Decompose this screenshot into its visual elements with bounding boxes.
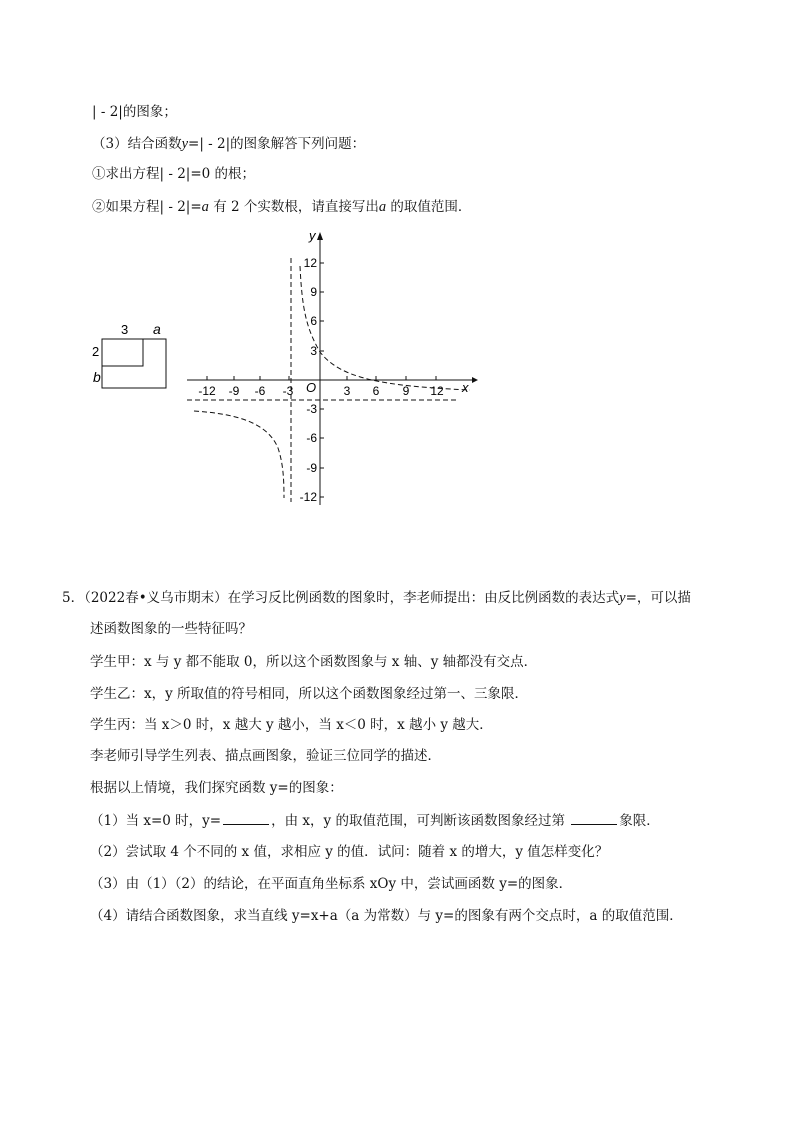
answer-blank-2[interactable] (571, 812, 617, 825)
function-graph (180, 228, 480, 508)
problem-5-source: （2022春•义乌市期末） (84, 590, 228, 606)
context-statement: 根据以上情境，我们探究函数 y=的图象： (90, 780, 343, 796)
problem-5-number: 5． (62, 590, 85, 606)
x-tick-neg12: -12 (198, 384, 216, 398)
student-bing-statement: 学生丙：当 x＞0 时，x 越大 y 越小，当 x＜0 时，x 越小 y 越大． (90, 717, 493, 733)
label-a: a (153, 321, 161, 337)
x-axis-label: x (462, 380, 469, 395)
x-tick-neg6: -6 (254, 384, 266, 398)
y-tick-neg3: -3 (306, 402, 317, 416)
student-jia-statement: 学生甲：x 与 y 都不能取 0，所以这个函数图象与 x 轴、y 轴都没有交点． (90, 654, 538, 670)
part-1-suffix: 象限． (619, 813, 660, 829)
curve-right-branch (300, 266, 470, 390)
teacher-statement: 李老师引导学生列表、描点画图象，验证三位同学的描述． (90, 748, 441, 764)
question-3-part-1: ①求出方程| - 2|=0 的根； (92, 166, 256, 182)
x-tick-9: 9 (402, 384, 410, 398)
y-axis-label: y (309, 228, 316, 243)
y-tick-12: 12 (303, 256, 317, 270)
q3p2-suffix: 的取值范围． (386, 199, 472, 215)
x-tick-12: 12 (430, 384, 444, 398)
y-tick-neg9: -9 (306, 461, 317, 475)
problem-5-var-y: y (619, 590, 626, 606)
x-axis-arrow (472, 377, 478, 383)
x-tick-3: 3 (343, 384, 351, 398)
q3p2-var-a: a (201, 199, 209, 215)
label-2: 2 (92, 344, 100, 359)
part-2-question: （2）尝试取 4 个不同的 x 值，求相应 y 的值．试问：随着 x 的增大，y 值怎样变化？ (90, 844, 609, 860)
y-tick-neg12: -12 (299, 490, 317, 504)
x-tick-neg9: -9 (228, 384, 240, 398)
question-3-stem (92, 135, 365, 153)
problem-5-stem (62, 589, 691, 607)
x-tick-6: 6 (372, 384, 380, 398)
nested-rectangle-figure (88, 318, 178, 385)
part-1-mid: ，由 x，y 的取值范围，可判断该函数图象经过第 (271, 813, 570, 829)
label-3: 3 (121, 322, 129, 337)
question-3-part-2 (92, 198, 471, 216)
text-line-graph-ref: | - 2|的图象； (92, 104, 177, 120)
part-1-prefix: （1）当 x=0 时，y= (90, 813, 222, 829)
q3p2-mid: 有 2 个实数根，请直接写出 (208, 199, 379, 215)
origin-label: O (306, 380, 317, 395)
problem-5-question-suffix: =，可以描 (625, 590, 691, 606)
q3-suffix: =| - 2|的图象解答下列问题： (188, 136, 366, 152)
x-tick-marks (207, 376, 436, 380)
part-1-question (90, 812, 660, 830)
curve-left-branch (194, 411, 284, 498)
problem-5-question-prefix: 在学习反比例函数的图象时，李老师提出：由反比例函数的表达式 (227, 590, 620, 606)
q3p2-var-a2: a (378, 199, 387, 215)
y-tick-neg6: -6 (306, 431, 317, 445)
q3-var-y: y (181, 136, 189, 152)
y-axis-arrow (317, 232, 323, 240)
q3p2-prefix: ②如果方程| - 2|= (92, 199, 202, 215)
x-tick-neg3: -3 (282, 384, 294, 398)
label-b: b (93, 369, 101, 385)
y-tick-6: 6 (310, 314, 317, 328)
inner-rectangle (102, 339, 143, 366)
problem-5-question-line-2: 述函数图象的一些特征吗？ (90, 621, 252, 637)
part-3-question: （3）由（1）（2）的结论，在平面直角坐标系 xOy 中，尝试画函数 y=的图象． (90, 876, 573, 892)
y-tick-9: 9 (310, 285, 317, 299)
q3-prefix: （3）结合函数 (92, 136, 182, 152)
y-tick-3: 3 (310, 344, 317, 358)
student-yi-statement: 学生乙：x，y 所取值的符号相同，所以这个函数图象经过第一、三象限． (90, 686, 529, 702)
answer-blank-1[interactable] (223, 812, 269, 825)
part-4-question: （4）请结合函数图象，求当直线 y=x+a（a 为常数）与 y=的图象有两个交点时，a 的取值范围． (90, 908, 683, 924)
outer-rectangle (102, 339, 166, 388)
